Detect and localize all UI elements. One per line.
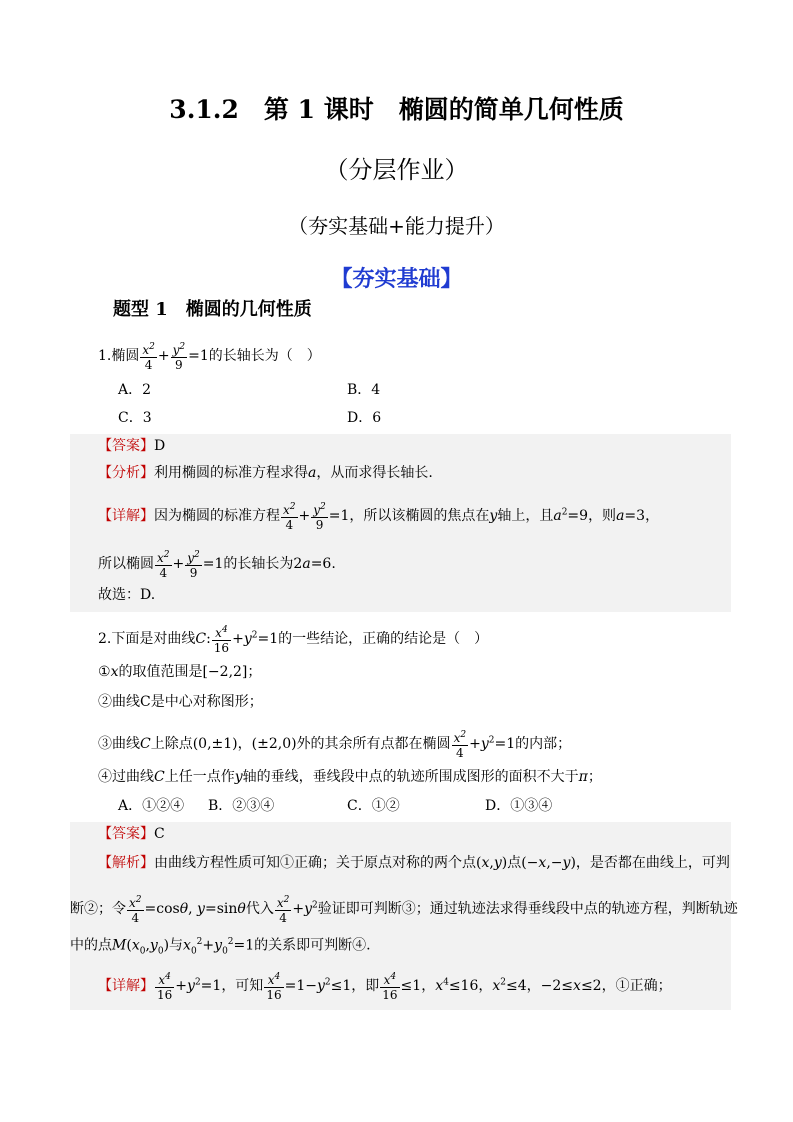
q2-an1c: ，是否都在曲线上，可判 [575,855,730,871]
q1-detail-tag: 【详解】 [98,508,154,524]
q2-prefix: 2.下面是对曲线 [98,631,196,647]
q2-answer [98,824,165,844]
q1-analysis: 【分析】利用椭圆的标准方程求得a，从而求得长轴长. [98,465,433,481]
q1-detail2-b: 的长轴长为 [223,556,294,572]
q1-option-b: B．4 [347,382,381,398]
q1-detail-c: 轴上，且 [497,508,554,524]
q1-frac-y: $\frac{y^2}{9}$ [172,342,186,372]
q1-detail-a: 因为椭圆的标准方程 [154,508,280,524]
q2-s1b: 的取值范围是 [118,664,203,680]
section-heading: 【夯实基础】 [330,266,463,292]
q1-detail-2: 所以椭圆 $\frac{x^2}{4}$ + $\frac{y^2}{9}$ =1的长轴长为2a=6. [98,550,336,580]
q2-analysis-2: 断②；令 $\frac{x^2}{4}$ =cosθ, y=sinθ代入 $\frac{x^2}{4}$ $+y^2$验证即可判断③；通过轨迹法求得垂线段中点的轨迹方程，判断轨迹 [70,895,738,925]
q1-analysis-text-2: ，从而求得长轴长. [316,465,433,481]
q2-s3b: 上除点 [150,736,193,752]
q2-s3c: ， [237,736,252,752]
q2-d4: ， [478,978,493,994]
q2-stem: 2.下面是对曲线C: $\frac{x^4}{16}$ $+y^2=1$的一些结论，正确的结论是（ ） [98,625,489,655]
q2-an3b: 与 [169,937,184,954]
q1-frac-x: $\frac{x^2}{4}$ [142,342,155,372]
q2-d6: ，①正确； [601,978,672,994]
q1-option-d: D．6 [347,410,382,426]
q1-stem: 1.椭圆 $\frac{x^2}{4}$ + $\frac{y^2}{9}$ =1的长轴长为（ ） [98,342,321,372]
q1-suffix: 的长轴长为（ ） [208,348,321,364]
q2-analysis-tag: 【解析】 [98,855,154,871]
q2-s3e: 的内部； [515,736,572,752]
q2-s3a: ③曲线 [98,736,140,752]
q2-answer-tag: 【答案】 [98,826,154,842]
q2-analysis-3: 中的点$M(x_0,y_0)$与$x_0^2+y_0^2=1$的关系即可判断④. [70,937,371,957]
q1-option-c: C．3 [118,410,152,426]
q2-option-a: A．①②④ [118,798,185,814]
q2-an2c: 验证即可判断③；通过轨迹法求得垂线段中点的轨迹方程，判断轨迹 [317,901,738,917]
q1-answer-tag: 【答案】 [98,438,154,454]
q1-analysis-text: 利用椭圆的标准方程求得 [154,465,308,481]
q2-an1a: 由曲线方程性质可知①正确；关于原点对称的两个点 [154,855,476,871]
page-subtitle: （分层作业） [324,156,469,184]
q1-choose: 故选：D. [98,587,156,603]
q1-detail-b: ，所以该椭圆的焦点在 [349,508,490,524]
q2-statement-1: ①x的取值范围是[−2,2]； [98,664,262,680]
q2-option-c: C．①② [347,798,400,814]
q1-prefix: 1.椭圆 [98,348,140,364]
q1-detail2-a: 所以椭圆 [98,556,154,572]
question-type-heading: 题型 1 椭圆的几何性质 [113,299,312,320]
q1-analysis-tag: 【分析】 [98,465,154,481]
q2-s1a: ① [98,664,111,680]
q2-statement-3: ③曲线C上除点(0,±1)，(±2,0)外的其余所有点都在椭圆 $\frac{x^2}{4}$ $+y^2=1$的内部； [98,730,572,760]
q2-detail: 【详解】 $\frac{x^4}{16}$ $+y^2=1$，可知 $\frac{x^4}{16}$ $=1-y^2\le 1$，即 $\frac{x^4}{16}$ ≤1，$x^4\le 16$，$x^2\le 4$，−2≤x≤2，①正确； [98,972,672,1002]
q2-s4a: ④过曲线 [98,769,154,785]
page-subtitle-2: （夯实基础+能力提升） [288,214,505,238]
page-title: 3.1.2 第 1 课时 椭圆的简单几何性质 [169,95,624,124]
q1-option-a: A．2 [118,382,152,398]
q1-answer-value: D [154,438,166,454]
q2-statement-4: ④过曲线C上任一点作y轴的垂线，垂线段中点的轨迹所围成图形的面积不大于π； [98,769,602,785]
q2-an2a: 断②；令 [70,901,126,917]
q2-s1c: ； [247,664,262,680]
q2-s4d: ； [587,769,602,785]
q2-d3: ， [421,978,436,994]
q2-statement-2: ②曲线C是中心对称图形； [98,694,263,710]
q2-an2b: 代入 [245,901,274,917]
q2-d1: ，可知 [221,978,264,994]
q2-suffix: 的一些结论，正确的结论是（ ） [278,631,489,647]
q2-d2: ，即 [351,978,380,994]
q2-s4b: 上任一点作 [164,769,235,785]
q1-detail: 【详解】因为椭圆的标准方程 $\frac{x^2}{4}$ + $\frac{y^2}{9}$ =1，所以该椭圆的焦点在y轴上，且$a^2=9$，则a=3， [98,502,660,532]
q2-s4c: 轴的垂线，垂线段中点的轨迹所围成图形的面积不大于 [242,769,579,785]
q1-answer [98,436,165,456]
q2-option-d: D．①③④ [485,798,553,814]
q1-detail2-c: . [331,556,336,572]
q2-detail-tag: 【详解】 [98,978,154,994]
q2-analysis-1: 【解析】由曲线方程性质可知①正确；关于原点对称的两个点(x,y)点(−x,−y)，是否都在曲线上，可判 [98,855,730,871]
q2-option-b: B．②③④ [208,798,275,814]
q2-d5: ， [526,978,541,994]
q1-detail-e: ， [645,508,660,524]
q2-an3c: 的关系即可判断④. [254,937,371,954]
q2-an3a: 中的点 [70,937,112,954]
q1-detail-d: ，则 [588,508,617,524]
q2-answer-value: C [154,826,165,842]
q2-s3d: 外的其余所有点都在椭圆 [296,736,451,752]
q2-an1b: 点 [507,855,522,871]
